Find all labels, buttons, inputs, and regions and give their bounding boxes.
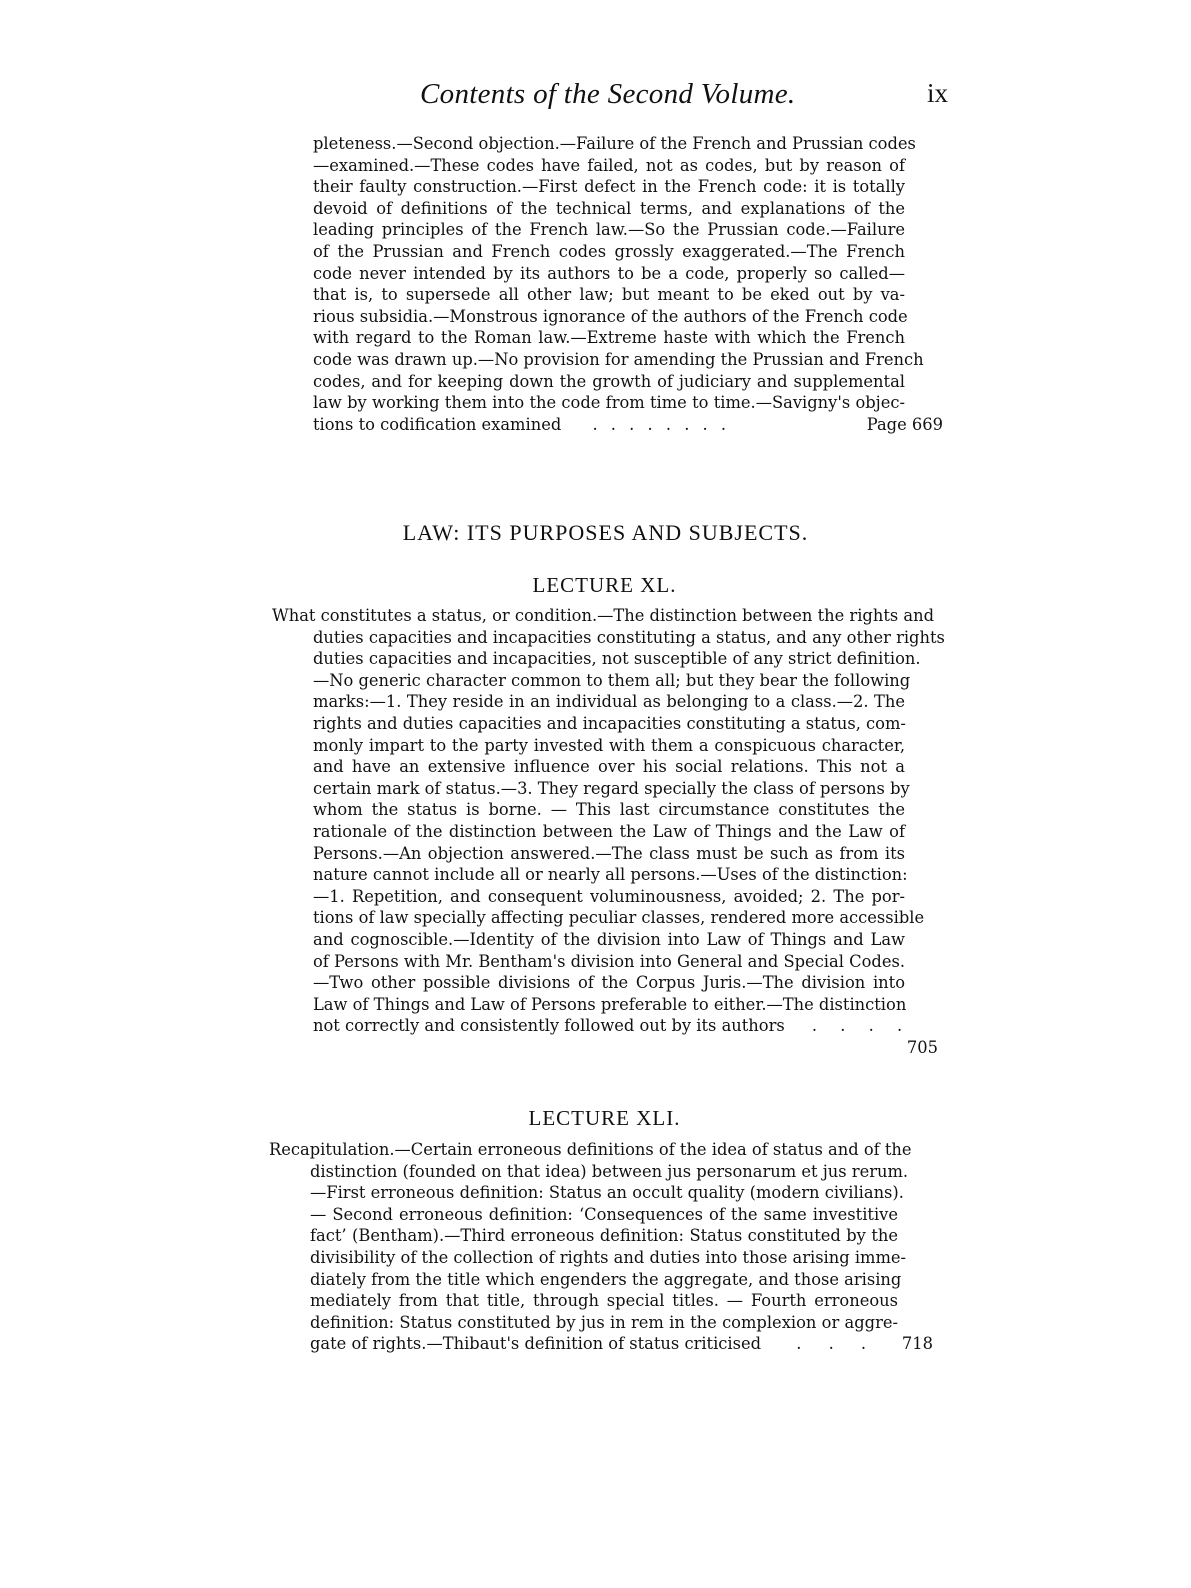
entry-line: —examined.—These codes have failed, not as codes, but by reason of xyxy=(313,155,905,175)
entry-last-line xyxy=(310,1333,933,1355)
entry-line: Law of Things and Law of Persons preferable to either.—The distinction xyxy=(313,994,907,1014)
page-number: 718 xyxy=(901,1334,933,1354)
entry-line: monly impart to the party invested with them a conspicuous character, xyxy=(313,735,905,755)
entry-line: —Two other possible divisions of the Corpus Juris.—The division into xyxy=(313,973,905,993)
dot-leader: . . . xyxy=(796,1334,878,1354)
entry-line: codes, and for keeping down the growth of judiciary and supplemental xyxy=(313,371,905,391)
entry-line: pleteness.—Second objection.—Failure of the French and Prussian codes xyxy=(313,134,916,153)
entry-line: mediately from that title, through special titles. — Fourth erroneous xyxy=(310,1291,898,1311)
entry-line: —First erroneous definition: Status an occult quality (modern civilians). xyxy=(310,1183,904,1203)
entry-line-text: not correctly and consistently followed out by its authors xyxy=(313,1016,785,1036)
entry-line-text: tions to codification examined xyxy=(313,414,562,434)
entry-line: distinction (founded on that idea) between jus personarum et jus rerum. xyxy=(310,1161,909,1181)
dot-leader: . . . . . . . . xyxy=(592,414,731,434)
entry-line-text: gate of rights.—Thibaut's definition of status criticised xyxy=(310,1334,762,1354)
entry-line: with regard to the Roman law.—Extreme haste with which the French xyxy=(313,328,905,348)
lecture-title: LECTURE XL. xyxy=(532,573,677,597)
entry-line: and cognoscible.—Identity of the division into Law of Things and Law xyxy=(313,929,905,949)
entry-line: —1. Repetition, and consequent voluminousness, avoided; 2. The por- xyxy=(313,886,905,906)
page-folio: ix xyxy=(926,78,948,108)
entry-line: nature cannot include all or nearly all persons.—Uses of the distinction: xyxy=(313,865,908,885)
entry-line-first: What constitutes a status, or condition.—The distinction between the rights and xyxy=(272,606,935,625)
entry-line: of the Prussian and French codes grossly exaggerated.—The French xyxy=(313,241,905,261)
entry-line: their faulty construction.—First defect in the French code: it is totally xyxy=(313,177,905,197)
entry-line: diately from the title which engenders the aggregate, and those arising xyxy=(310,1269,902,1289)
dot-leader: . . . . xyxy=(811,1016,912,1036)
entry-last-line xyxy=(313,1015,938,1057)
entry-line-first: Recapitulation.—Certain erroneous definitions of the idea of status and of the xyxy=(269,1140,912,1159)
entry-last-line xyxy=(313,414,943,436)
entry-line: certain mark of status.—3. They regard specially the class of persons by xyxy=(313,778,910,798)
entry-line: — Second erroneous definition: ‘Consequences of the same investitive xyxy=(310,1204,898,1224)
lecture-40-summary xyxy=(272,605,945,1058)
page-number: 669 xyxy=(911,414,943,434)
entry-line: whom the status is borne. — This last circumstance constitutes the xyxy=(313,800,905,820)
entry-line: that is, to supersede all other law; but meant to be eked out by va- xyxy=(313,285,905,305)
entry-line: Persons.—An objection answered.—The class must be such as from its xyxy=(313,843,905,863)
entry-line: rights and duties capacities and incapacities constituting a status, com- xyxy=(313,713,906,733)
entry-line: law by working them into the code from time to time.—Savigny's objec- xyxy=(313,393,905,413)
entry-line: fact’ (Bentham).—Third erroneous definition: Status constituted by the xyxy=(310,1226,898,1246)
lecture-title: LECTURE XLI. xyxy=(528,1106,681,1130)
part-title: LAW: ITS PURPOSES AND SUBJECTS. xyxy=(402,520,809,545)
lecture-41-summary xyxy=(269,1139,933,1355)
entry-line: and have an extensive influence over his social relations. This not a xyxy=(313,757,905,777)
page-label: Page xyxy=(866,414,907,434)
continued-entry xyxy=(313,133,943,435)
running-title: Contents of the Second Volume. xyxy=(420,78,796,110)
entry-line: of Persons with Mr. Bentham's division into General and Special Codes. xyxy=(313,951,905,971)
entry-line: leading principles of the French law.—So the Prussian code.—Failure xyxy=(313,220,905,240)
entry-line: devoid of definitions of the technical terms, and explanations of the xyxy=(313,198,905,218)
entry-line: rious subsidia.—Monstrous ignorance of the authors of the French code xyxy=(313,306,908,326)
entry-line: divisibility of the collection of rights and duties into those arising imme- xyxy=(310,1247,907,1267)
entry-line: —No generic character common to them all; but they bear the following xyxy=(313,670,911,690)
page-reference xyxy=(867,414,943,436)
entry-line: duties capacities and incapacities, not susceptible of any strict definition. xyxy=(313,649,921,669)
entry-line: duties capacities and incapacities constituting a status, and any other rights xyxy=(313,627,945,647)
entry-line: tions of law specially affecting peculiar classes, rendered more accessible xyxy=(313,908,925,928)
entry-line: code was drawn up.—No provision for amending the Prussian and French xyxy=(313,349,924,369)
page-header xyxy=(418,78,948,118)
entry-line: code never intended by its authors to be a code, properly so called— xyxy=(313,263,905,283)
entry-line: marks:—1. They reside in an individual as belonging to a class.—2. The xyxy=(313,692,905,712)
page-number: 705 xyxy=(906,1037,938,1057)
entry-line: rationale of the distinction between the Law of Things and the Law of xyxy=(313,821,905,841)
entry-line: definition: Status constituted by jus in rem in the complexion or aggre- xyxy=(310,1312,898,1332)
